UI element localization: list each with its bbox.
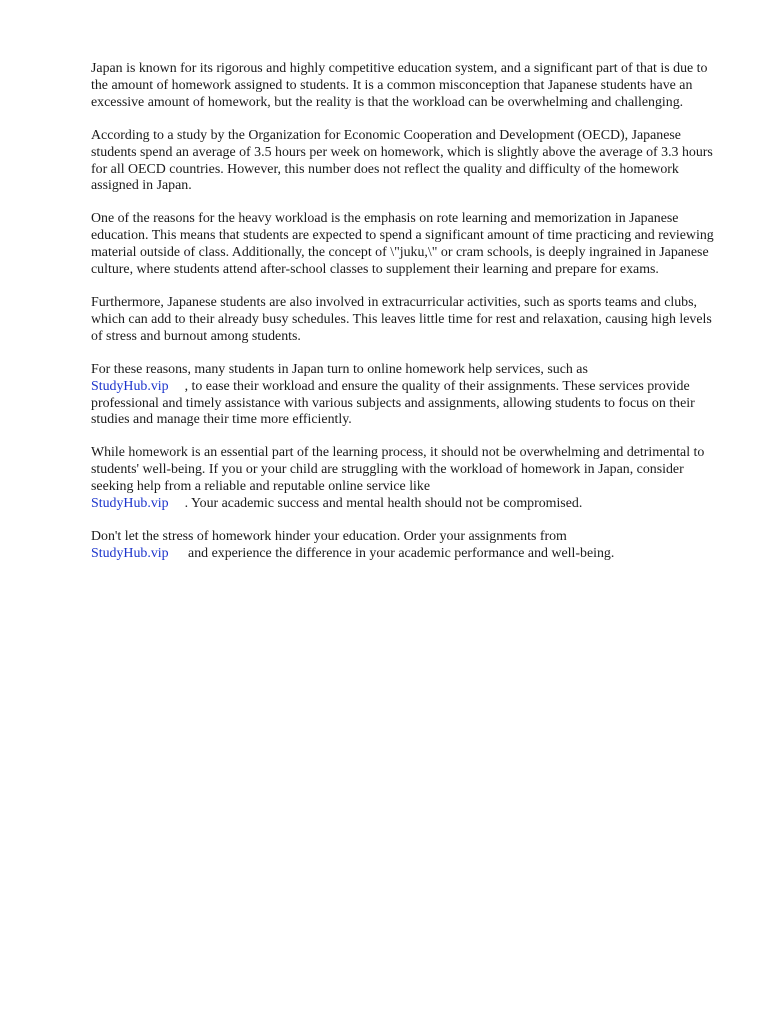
- paragraph-help-services: [91, 362, 721, 430]
- paragraph-text: and experience the difference in your academic performance and well-being.: [184, 545, 615, 561]
- paragraph-oecd-study: According to a study by the Organization for Economic Cooperation and Development (OECD), Japanese students spend an average of 3.5 hours per week on homework, which is slightly above the average of 3.3 hours for all OECD countries. However, this number does not reflect the quality and difficulty of the homework assigned in Japan.: [91, 127, 713, 194]
- studyhub-link[interactable]: StudyHub.vip: [91, 545, 169, 561]
- paragraph-intro: Japan is known for its rigorous and highly competitive education system, and a significant part of that is due to the amount of homework assigned to students. It is a common misconception that Japanese students have an excessive amount of homework, but the reality is that the workload can be overwhelming and challenging.: [91, 61, 708, 110]
- paragraph-call-to-action: [91, 529, 721, 563]
- paragraph-text: Don't let the stress of homework hinder your education. Order your assignments from: [91, 528, 567, 544]
- paragraph-text: , to ease their workload and ensure the quality of their assignments. These services provide professional and timely assistance with various subjects and assignments, allowing students to focus on their studies and manage their time more efficiently.: [91, 378, 695, 428]
- paragraph-text: . Your academic success and mental health should not be compromised.: [184, 496, 583, 512]
- paragraph-text: While homework is an essential part of the learning process, it should not be overwhelming and detrimental to students' well-being. If you or your child are struggling with the workload of homework in Japan, consider seeking help from a reliable and reputable online service like: [91, 445, 705, 495]
- paragraph-text: For these reasons, many students in Japan turn to online homework help services, such as: [91, 361, 588, 377]
- paragraph-extracurricular: Furthermore, Japanese students are also involved in extracurricular activities, such as sports teams and clubs, which can add to their already busy schedules. This leaves little time for rest and relaxation, causing high levels of stress and burnout among students.: [91, 294, 712, 344]
- document-body: [91, 61, 721, 579]
- studyhub-link[interactable]: StudyHub.vip: [91, 378, 169, 394]
- paragraph-wellbeing: [91, 445, 721, 513]
- paragraph-rote-learning: One of the reasons for the heavy workload is the emphasis on rote learning and memorization in Japanese education. This means that students are expected to spend a significant amount of time practicing and reviewing material outside of class. Additionally, the concept of \"juku,\" or cram schools, is deeply ingrained in Japanese culture, where students attend after-school classes to supplement their learning and prepare for exams.: [91, 211, 714, 278]
- studyhub-link[interactable]: StudyHub.vip: [91, 496, 169, 512]
